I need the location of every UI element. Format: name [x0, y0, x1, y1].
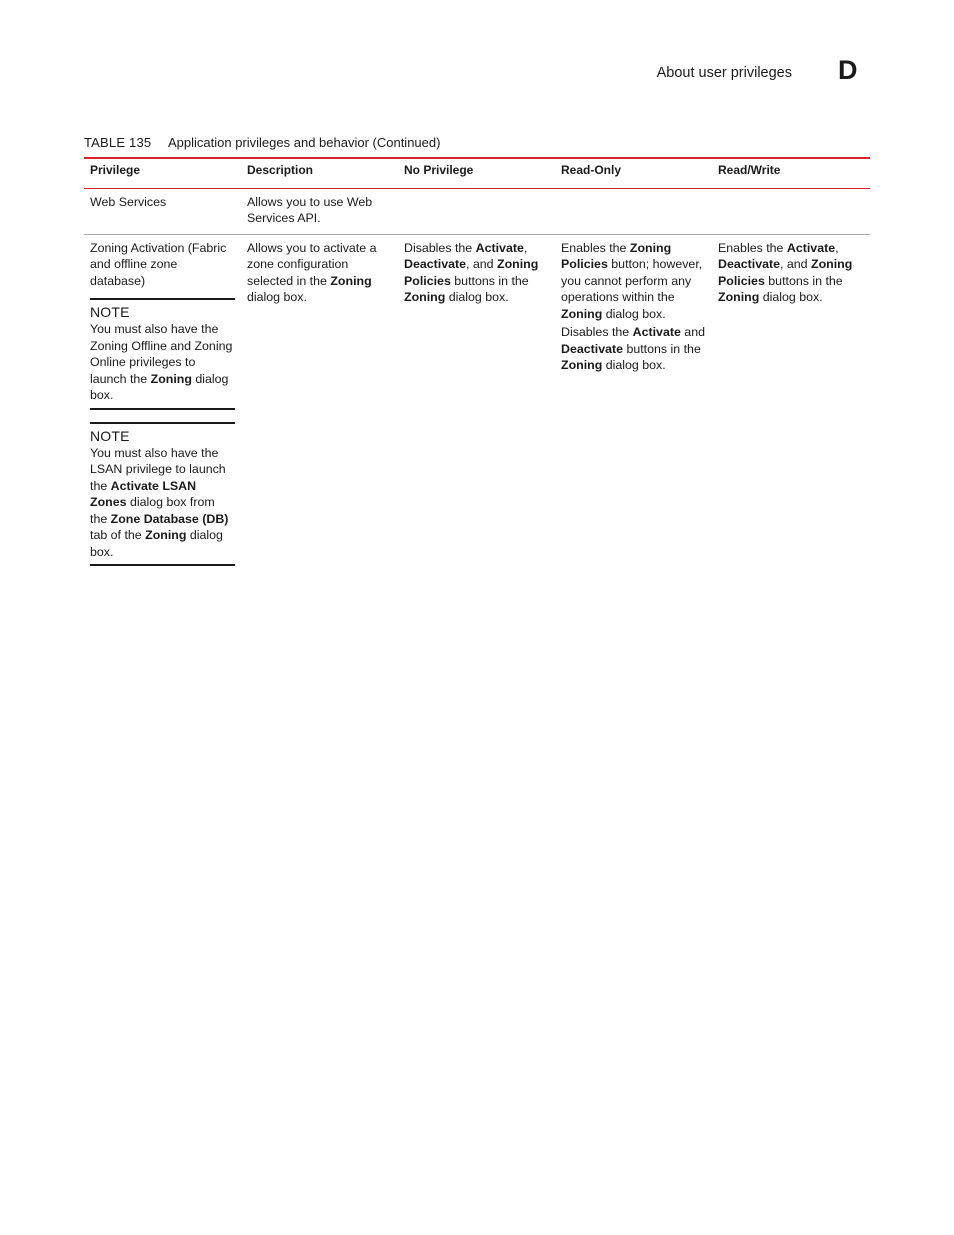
table-number: TABLE 135: [84, 135, 152, 150]
description-cell: Allows you to activate a zone configuration selected in the Zoning dialog box.: [247, 240, 377, 304]
note-text: You must also have the LSAN privilege to launch the Activate LSAN Zones dialog box from the Zone Database (DB) tab of the Zoning dialog box.: [90, 445, 229, 559]
privileges-table: [84, 157, 870, 583]
read-write-cell: Enables the Activate, Deactivate, and Zoning Policies buttons in the Zoning dialog box.: [718, 240, 853, 304]
column-header-no-privilege: No Privilege: [404, 163, 474, 177]
read-only-cell: [555, 235, 712, 584]
table-caption-text: Application privileges and behavior (Continued): [168, 135, 441, 150]
table-row: [84, 235, 870, 584]
appendix-letter: D: [838, 55, 858, 85]
description-cell: Allows you to use Web Services API.: [247, 194, 373, 225]
note-box: [90, 298, 235, 410]
note-label: NOTE: [90, 427, 130, 444]
table-row: [84, 189, 870, 235]
column-header-privilege: Privilege: [90, 163, 141, 177]
no-privilege-cell: Disables the Activate, Deactivate, and Zoning Policies buttons in the Zoning dialog box.: [404, 240, 539, 304]
column-header-description: Description: [247, 163, 314, 177]
read-only-paragraph: Enables the Zoning Policies button; however, you cannot perform any operations within the Zoning dialog box.: [561, 240, 703, 321]
note-box: [90, 422, 235, 567]
note-text: You must also have the Zoning Offline and Zoning Online privileges to launch the Zoning dialog box.: [90, 322, 233, 402]
read-only-paragraph: Disables the Activate and Deactivate buttons in the Zoning dialog box.: [561, 325, 705, 372]
column-header-read-only: Read-Only: [561, 163, 622, 177]
running-header-title: About user privileges: [656, 65, 792, 81]
column-header-read-write: Read/Write: [718, 163, 781, 177]
privilege-name: Zoning Activation (Fabric and offline zone database): [90, 240, 227, 288]
table-header-row: [84, 159, 870, 189]
no-privilege-cell: [398, 189, 555, 234]
privilege-cell: Web Services: [90, 194, 167, 209]
table-caption: [84, 135, 441, 150]
privilege-cell: [84, 235, 241, 584]
read-write-cell: [712, 189, 869, 234]
read-only-cell: [555, 189, 712, 234]
note-label: NOTE: [90, 304, 130, 320]
